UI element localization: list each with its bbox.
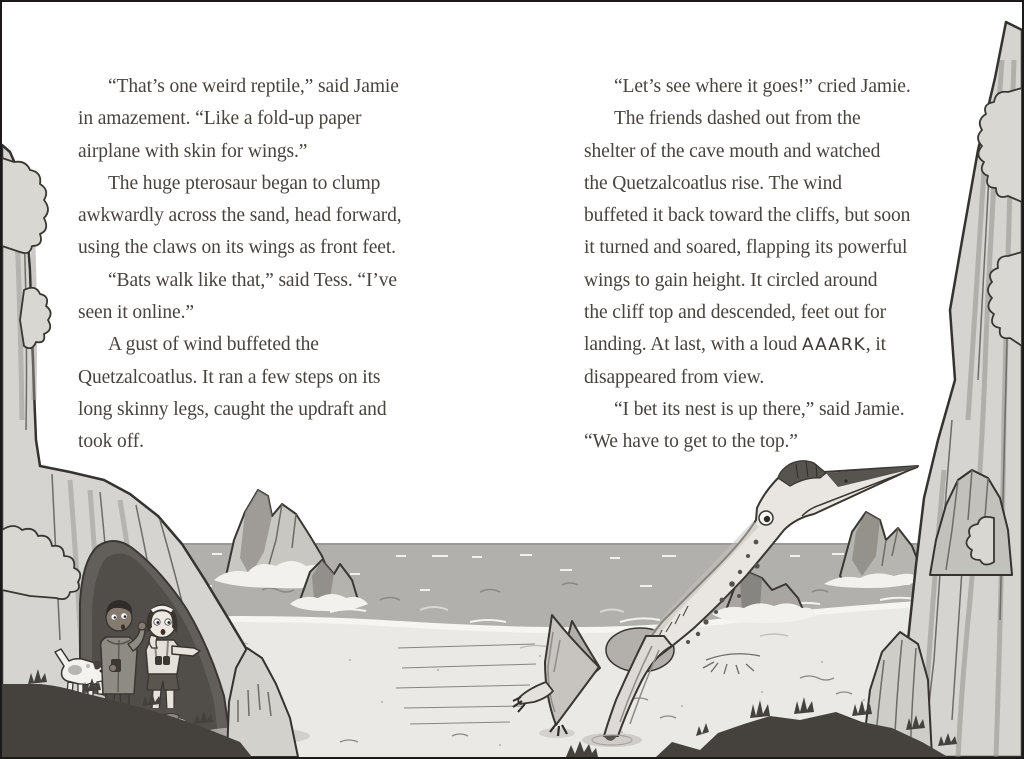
left-text-column	[78, 71, 530, 459]
text-line	[584, 297, 972, 329]
right-text-column	[584, 71, 972, 459]
story-text: took off.	[78, 431, 144, 453]
story-text: “Let’s see where it goes!” cried Jamie.	[614, 76, 911, 97]
text-line	[78, 362, 530, 394]
story-text: “Bats walk like that,” said Tess. “I’ve	[108, 269, 397, 291]
story-text: “That’s one weird reptile,” said Jamie	[108, 76, 399, 97]
text-line	[78, 297, 530, 329]
text-line	[78, 168, 530, 200]
paragraph	[584, 394, 972, 459]
story-text: disappeared from view.	[584, 366, 765, 388]
text-line	[78, 71, 530, 103]
text-line	[584, 329, 972, 361]
text-line	[584, 426, 972, 458]
story-text: A gust of wind buffeted the	[108, 334, 319, 356]
paragraph	[78, 329, 530, 458]
story-text: landing. At last, with a loud	[584, 334, 802, 356]
story-text: Quetzalcoatlus. It ran a few steps on its	[78, 366, 381, 388]
paragraph	[78, 71, 530, 168]
story-text: shelter of the cave mouth and watched	[584, 140, 881, 162]
story-text: using the claws on its wings as front feet.	[78, 237, 396, 259]
story-text: awkwardly across the sand, head forward,	[78, 205, 402, 227]
paragraph	[584, 103, 972, 394]
sound-effect-text: AAARK	[802, 335, 866, 356]
text-line	[584, 265, 972, 297]
story-text: in amazement. “Like a fold-up paper	[78, 108, 362, 130]
story-text: the Quetzalcoatlus rise. The wind	[584, 172, 842, 194]
story-text: , it	[865, 334, 886, 356]
story-text: it turned and soared, flapping its powerful	[584, 237, 908, 259]
text-line	[78, 200, 530, 232]
text-line	[78, 265, 530, 297]
story-text: The friends dashed out from the	[614, 108, 861, 130]
paragraph	[78, 168, 530, 265]
text-line	[78, 103, 530, 135]
story-text: “I bet its nest is up there,” said Jamie.	[614, 398, 905, 420]
story-text: long skinny legs, caught the updraft and	[78, 398, 387, 420]
story-text: wings to gain height. It circled around	[584, 269, 878, 291]
story-text: the cliff top and descended, feet out for	[584, 302, 887, 324]
text-line	[78, 426, 530, 458]
text-line	[78, 329, 530, 361]
story-text: The huge pterosaur began to clump	[108, 172, 381, 194]
text-line	[78, 394, 530, 426]
story-text: buffeted it back toward the cliffs, but soon	[584, 205, 911, 227]
text-line	[584, 71, 972, 103]
text-line	[584, 168, 972, 200]
text-line	[584, 394, 972, 426]
text-line	[78, 136, 530, 168]
text-line	[584, 200, 972, 232]
text-line	[584, 103, 972, 135]
story-text: “We have to get to the top.”	[584, 431, 798, 453]
text-line	[78, 232, 530, 264]
text-line	[584, 362, 972, 394]
paragraph	[584, 71, 972, 103]
text-line	[584, 136, 972, 168]
paragraph	[78, 265, 530, 330]
text-line	[584, 232, 972, 264]
story-text: airplane with skin for wings.”	[78, 140, 308, 162]
story-text: seen it online.”	[78, 302, 194, 324]
